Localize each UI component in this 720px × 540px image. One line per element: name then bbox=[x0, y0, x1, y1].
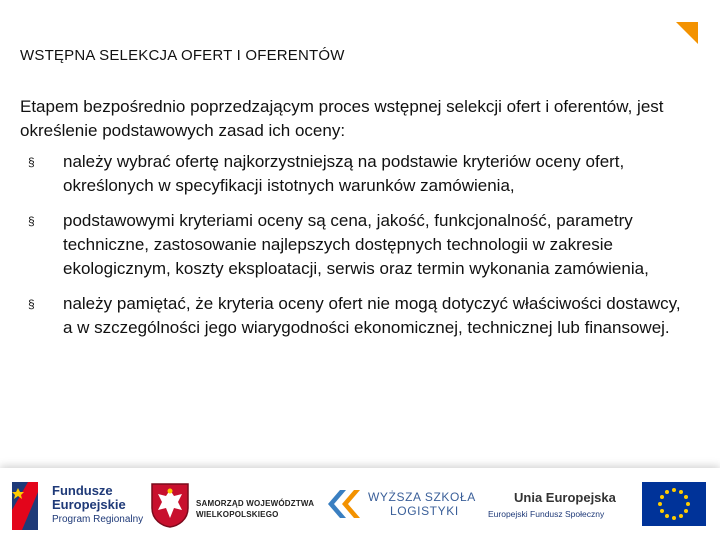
list-item bbox=[28, 292, 688, 340]
list-item bbox=[28, 209, 688, 281]
unia-europejska-label bbox=[488, 490, 628, 519]
wsl-chevron-logo-icon bbox=[326, 486, 366, 522]
wsl-line1: WYŻSZA SZKOŁA bbox=[368, 490, 476, 504]
wielkopolska-eagle-crest-icon bbox=[150, 482, 190, 528]
corner-triangle-decoration bbox=[676, 22, 698, 44]
bullet-text: podstawowymi kryteriami oceny są cena, jakość, funkcjonalność, parametry techniczne, zastosowanie najlepszych dostępnych technologii w zakresie ekologicznym, koszty eksploatacji, serwis oraz termin wykonania zamówienia, bbox=[63, 211, 649, 278]
list-item bbox=[28, 150, 688, 198]
fundusze-europejskie-logo bbox=[10, 476, 150, 534]
fundusze-line2: Europejskie bbox=[52, 497, 126, 512]
samorzad-label bbox=[196, 498, 314, 520]
bullet-marker-icon: § bbox=[28, 214, 35, 228]
bullet-text: należy pamiętać, że kryteria oceny ofert nie mogą dotyczyć właściwości dostawcy, a w szczególności jego wiarygodności ekonomicznej, technicznej lub finansowej. bbox=[63, 294, 681, 337]
eu-flag-icon bbox=[642, 482, 706, 526]
slide-title: WSTĘPNA SELEKCJA OFERT I OFERENTÓW bbox=[20, 47, 345, 64]
samorzad-line1: SAMORZĄD WOJEWÓDZTWA bbox=[196, 499, 315, 508]
wsl-label bbox=[368, 490, 476, 518]
fundusze-line3: Program Regionalny bbox=[52, 514, 144, 525]
footer-logo-bar bbox=[0, 468, 720, 540]
fundusze-europejskie-icon bbox=[10, 480, 40, 532]
samorzad-line2: WIELKOPOLSKIEGO bbox=[196, 510, 279, 519]
wsl-line2: LOGISTYKI bbox=[390, 504, 459, 518]
bullet-marker-icon: § bbox=[28, 297, 35, 311]
ue-line2: Europejski Fundusz Społeczny bbox=[488, 509, 605, 519]
ue-line1: Unia Europejska bbox=[514, 490, 616, 505]
intro-paragraph: Etapem bezpośrednio poprzedzającym proces wstępnej selekcji ofert i oferentów, jest określenie podstawowych zasad ich oceny: bbox=[20, 97, 664, 140]
bullet-marker-icon: § bbox=[28, 155, 35, 169]
fundusze-line1: Fundusze bbox=[52, 483, 113, 498]
criteria-bullet-list bbox=[28, 150, 688, 340]
bullet-text: należy wybrać ofertę najkorzystniejszą na podstawie kryteriów oceny ofert, określonych w specyfikacji istotnych warunków zamówienia, bbox=[63, 152, 625, 195]
